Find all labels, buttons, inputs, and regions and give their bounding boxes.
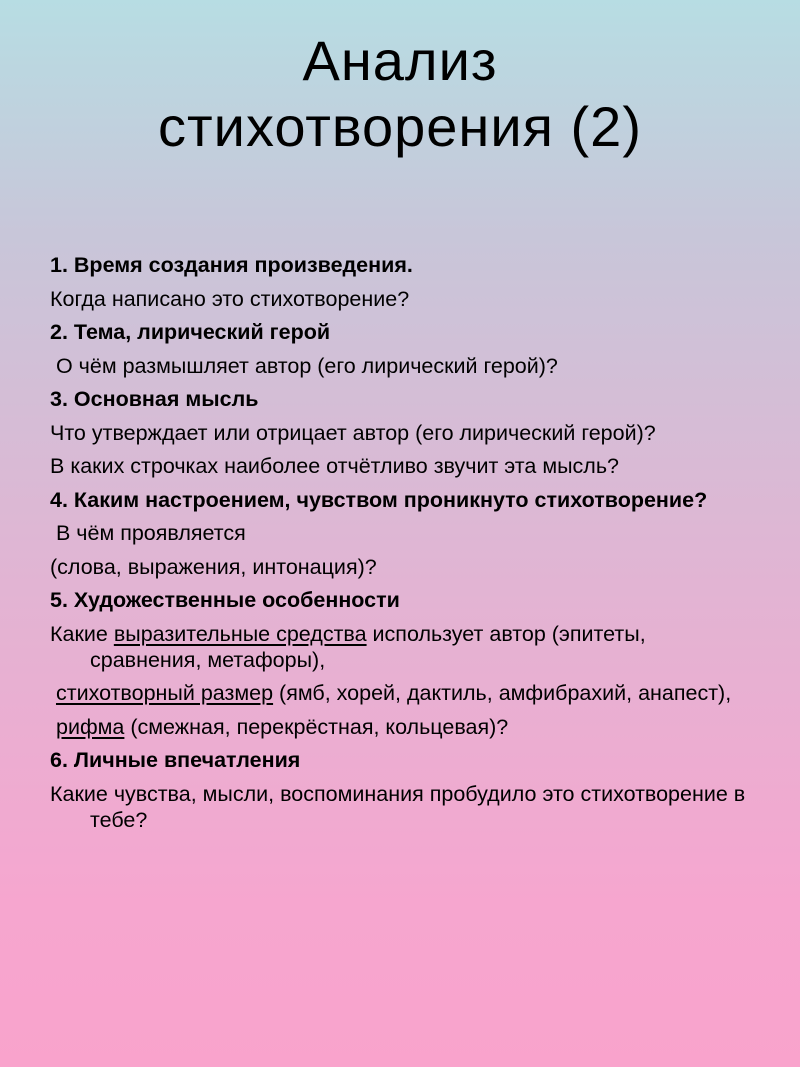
title-line-2: стихотворения (2) <box>158 95 642 158</box>
section-heading-1: 1. Время создания произведения. <box>50 253 413 277</box>
section-text <box>50 714 750 740</box>
section-text: Что утверждает или отрицает автор (его лирический герой)? <box>50 420 656 445</box>
slide-content <box>50 252 750 840</box>
title-line-1: Анализ <box>302 29 498 92</box>
section-heading-4: 4. Каким настроением, чувством проникнуто стихотворение? <box>50 487 708 512</box>
section-text: Когда написано это стихотворение? <box>50 286 410 311</box>
underlined-term: стихотворный размер <box>55 681 274 705</box>
section-heading-2: 2. Тема, лирический герой <box>50 320 331 344</box>
section-heading-6: 6. Личные впечатления <box>50 748 301 772</box>
section-text: О чём размышляет автор (его лирический герой)? <box>50 353 558 378</box>
underlined-term: рифма <box>55 714 125 739</box>
section-text: В каких строчках наиболее отчётливо звучит эта мысль? <box>50 454 620 478</box>
text-fragment: (смежная, перекрёстная, кольцевая)? <box>124 714 509 739</box>
slide-title <box>0 28 800 160</box>
section-text: Какие чувства, мысли, воспоминания пробудило это стихотворение в тебе? <box>50 781 746 832</box>
text-fragment: (ямб, хорей, дактиль, амфибрахий, анапест), <box>273 681 732 705</box>
section-heading-5: 5. Художественные особенности <box>50 588 400 612</box>
text-fragment: Какие <box>50 621 114 646</box>
section-heading-3: 3. Основная мысль <box>50 387 259 411</box>
section-text: (слова, выражения, интонация)? <box>50 554 377 579</box>
underlined-term: выразительные средства <box>113 621 367 646</box>
section-text <box>50 621 750 673</box>
text-fragment: использует автор (эпитеты, сравнения, метафоры), <box>90 621 652 672</box>
section-text: В чём проявляется <box>50 521 246 545</box>
section-text <box>50 680 750 706</box>
